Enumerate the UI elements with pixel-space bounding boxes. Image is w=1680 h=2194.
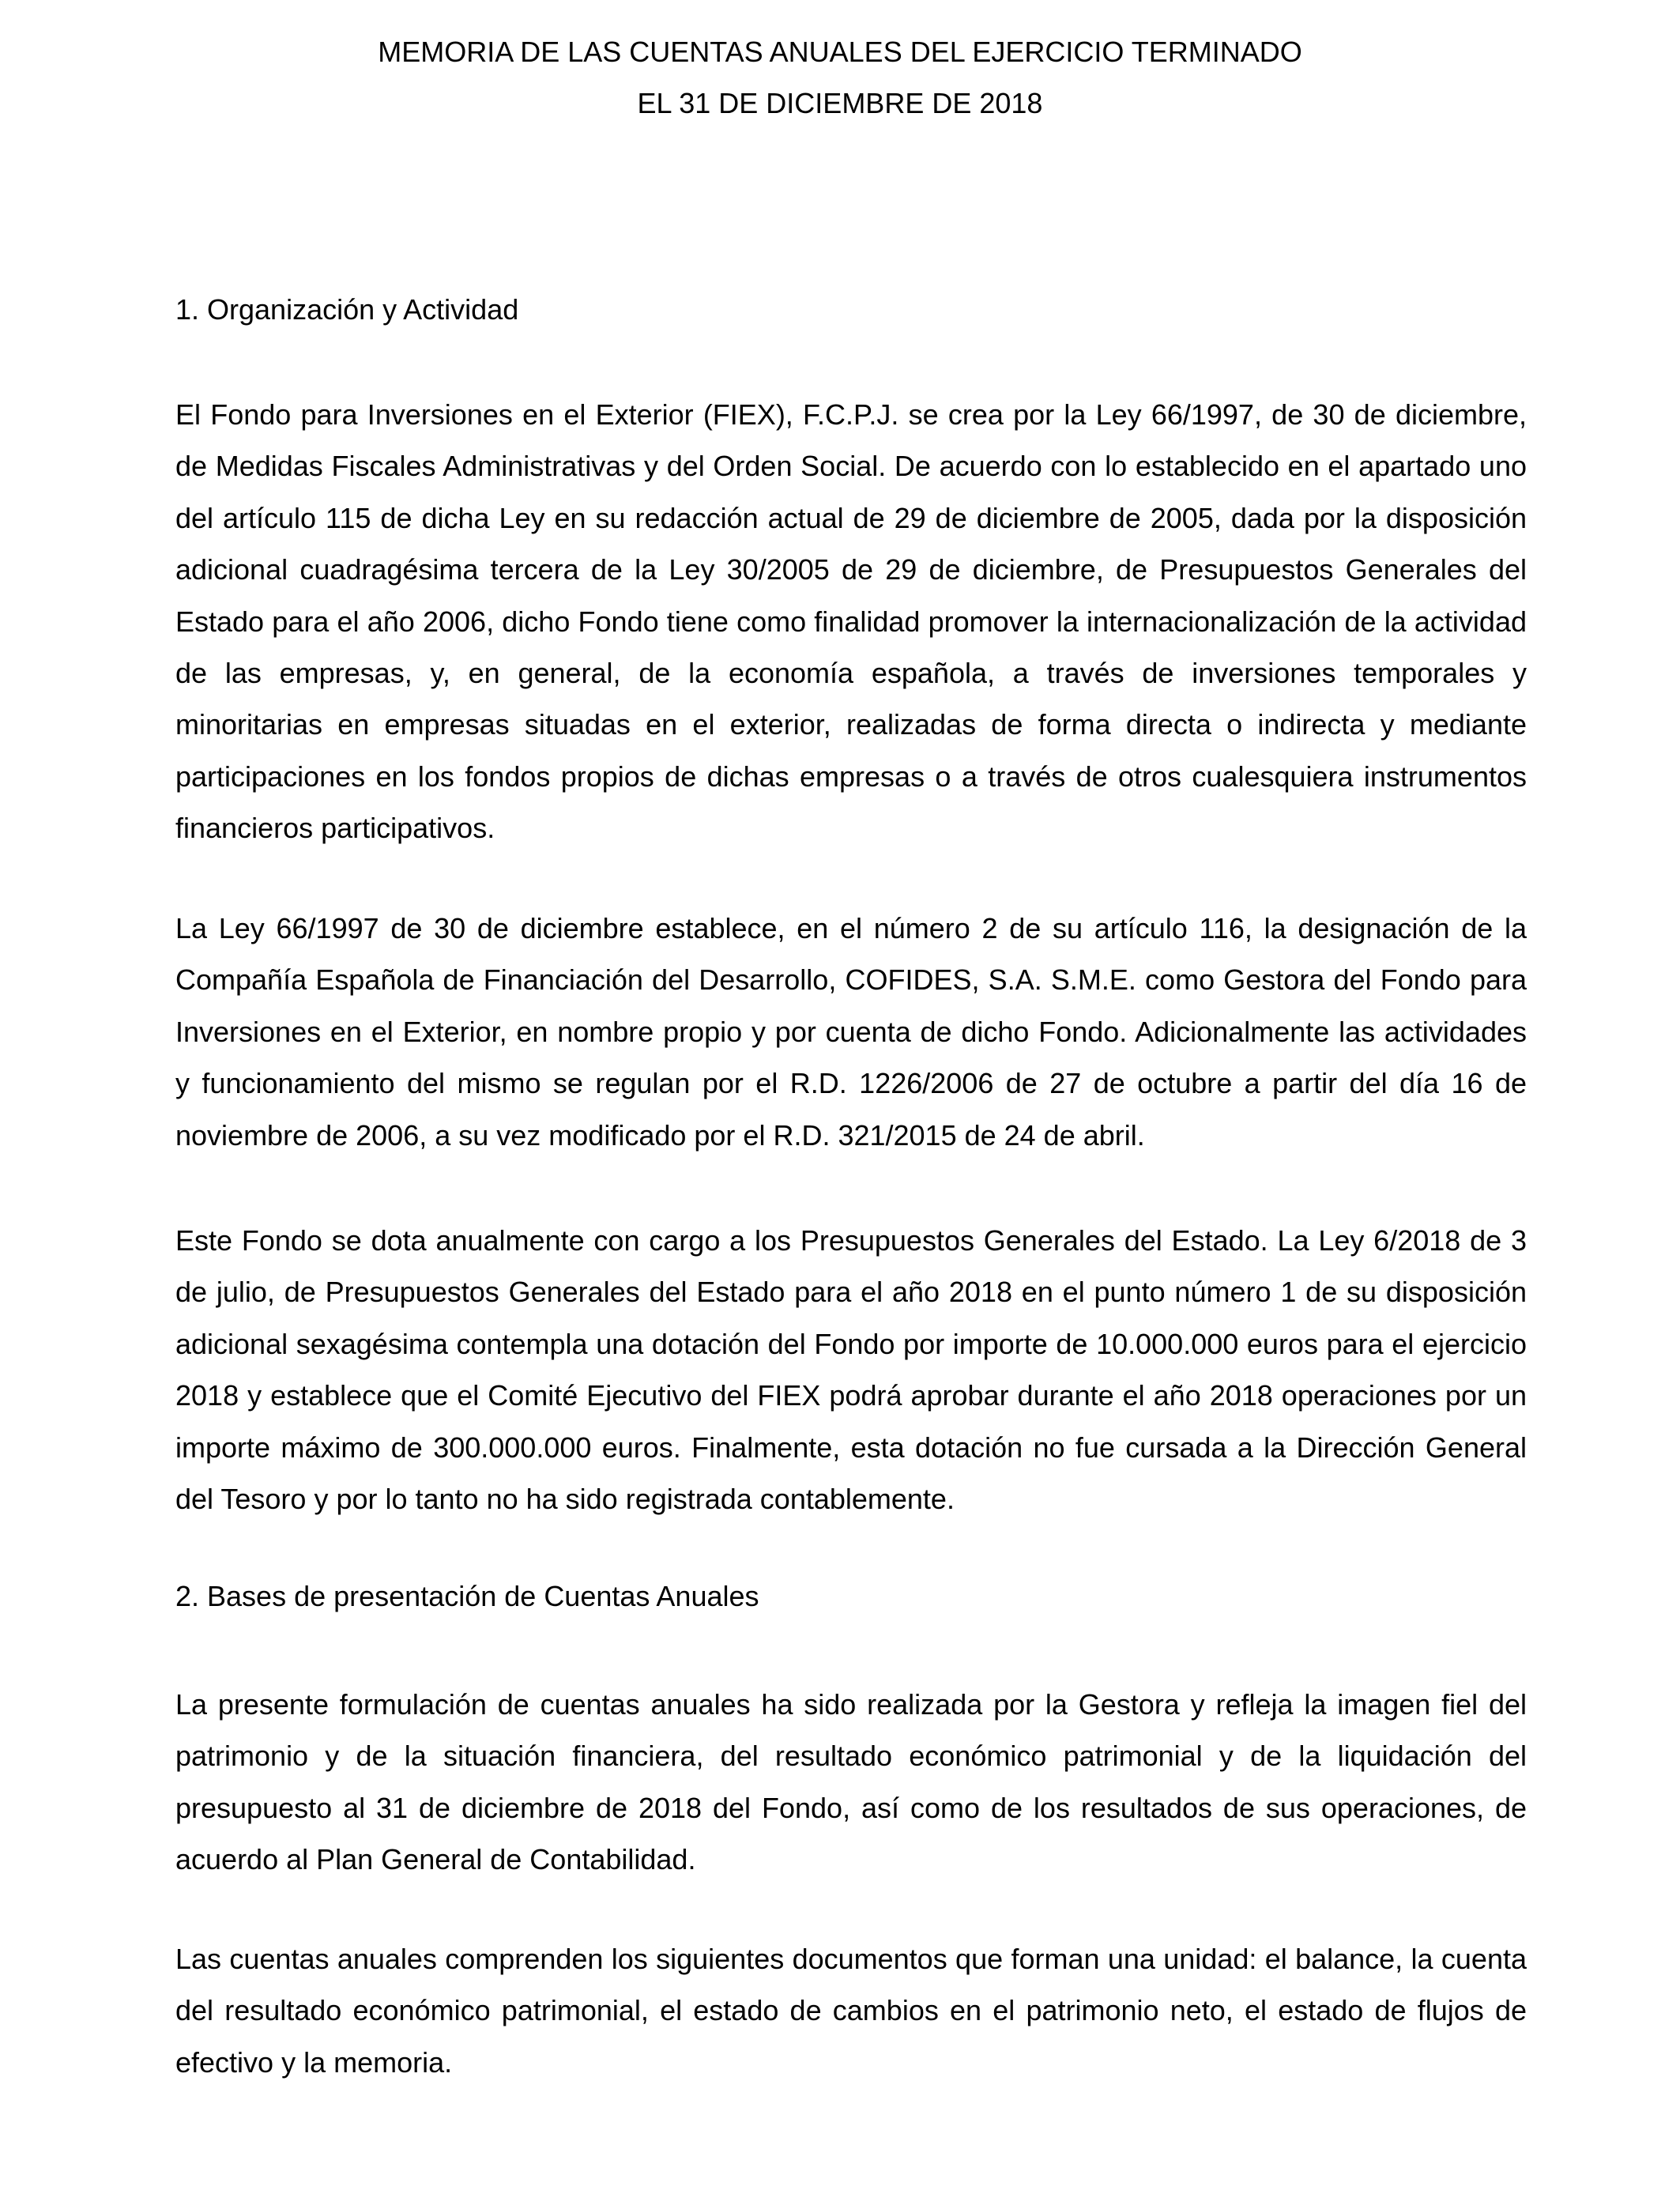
document-title-line-2: EL 31 DE DICIEMBRE DE 2018 [637, 87, 1043, 119]
paragraph-cofides-gestora: La Ley 66/1997 de 30 de diciembre establece, en el número 2 de su artículo 116, la designación de la Compañía Española de Financiación del Desarrollo, COFIDES, S.A. S.M.E. como Gestora del Fondo para Inversiones en el Exterior, en nombre propio y por cuenta de dicho Fondo. Adicionalmente las actividades y funcionamiento del mismo se regulan por el R.D. 1226/2006 de 27 de octubre a partir del día 16 de noviembre de 2006, a su vez modificado por el R.D. 321/2015 de 24 de abril. [175, 912, 1527, 1152]
paragraph-documentos-cuentas: Las cuentas anuales comprenden los siguientes documentos que forman una unidad: el balance, la cuenta del resultado económico patrimonial, el estado de cambios en el patrimonio neto, el estado de flujos de efectivo y la memoria. [175, 1943, 1527, 2079]
paragraph-dotacion-anual: Este Fondo se dota anualmente con cargo a los Presupuestos Generales del Estado. La Ley 6/2018 de 3 de julio, de Presupuestos Generales del Estado para el año 2018 en el punto número 1 de su disposición adicional sexagésima contempla una dotación del Fondo por importe de 10.000.000 euros para el ejercicio 2018 y establece que el Comité Ejecutivo del FIEX podrá aprobar durante el año 2018 operaciones por un importe máximo de 300.000.000 euros. Finalmente, esta dotación no fue cursada a la Dirección General del Tesoro y por lo tanto no ha sido registrada contablemente. [175, 1224, 1527, 1516]
paragraph-formulacion-cuentas: La presente formulación de cuentas anuales ha sido realizada por la Gestora y refleja la imagen fiel del patrimonio y de la situación financiera, del resultado económico patrimonial y de la liquidación del presupuesto al 31 de diciembre de 2018 del Fondo, así como de los resultados de sus operaciones, de acuerdo al Plan General de Contabilidad. [175, 1688, 1527, 1876]
paragraph-fiex-creation: El Fondo para Inversiones en el Exterior (FIEX), F.C.P.J. se crea por la Ley 66/1997, de 30 de diciembre, de Medidas Fiscales Administrativas y del Orden Social. De acuerdo con lo establecido en el apartado uno del artículo 115 de dicha Ley en su redacción actual de 29 de diciembre de 2005, dada por la disposición adicional cuadragésima tercera de la Ley 30/2005 de 29 de diciembre, de Presupuestos Generales del Estado para el año 2006, dicho Fondo tiene como finalidad promover la internacionalización de la actividad de las empresas, y, en general, de la economía española, a través de inversiones temporales y minoritarias en empresas situadas en el exterior, realizadas de forma directa o indirecta y mediante participaciones en los fondos propios de dichas empresas o a través de otros cualesquiera instrumentos financieros participativos. [175, 398, 1527, 845]
section-heading-bases: 2. Bases de presentación de Cuentas Anuales [175, 1580, 759, 1612]
document-title-line-1: MEMORIA DE LAS CUENTAS ANUALES DEL EJERCICIO TERMINADO [378, 36, 1302, 68]
section-heading-organizacion: 1. Organización y Actividad [175, 293, 519, 326]
